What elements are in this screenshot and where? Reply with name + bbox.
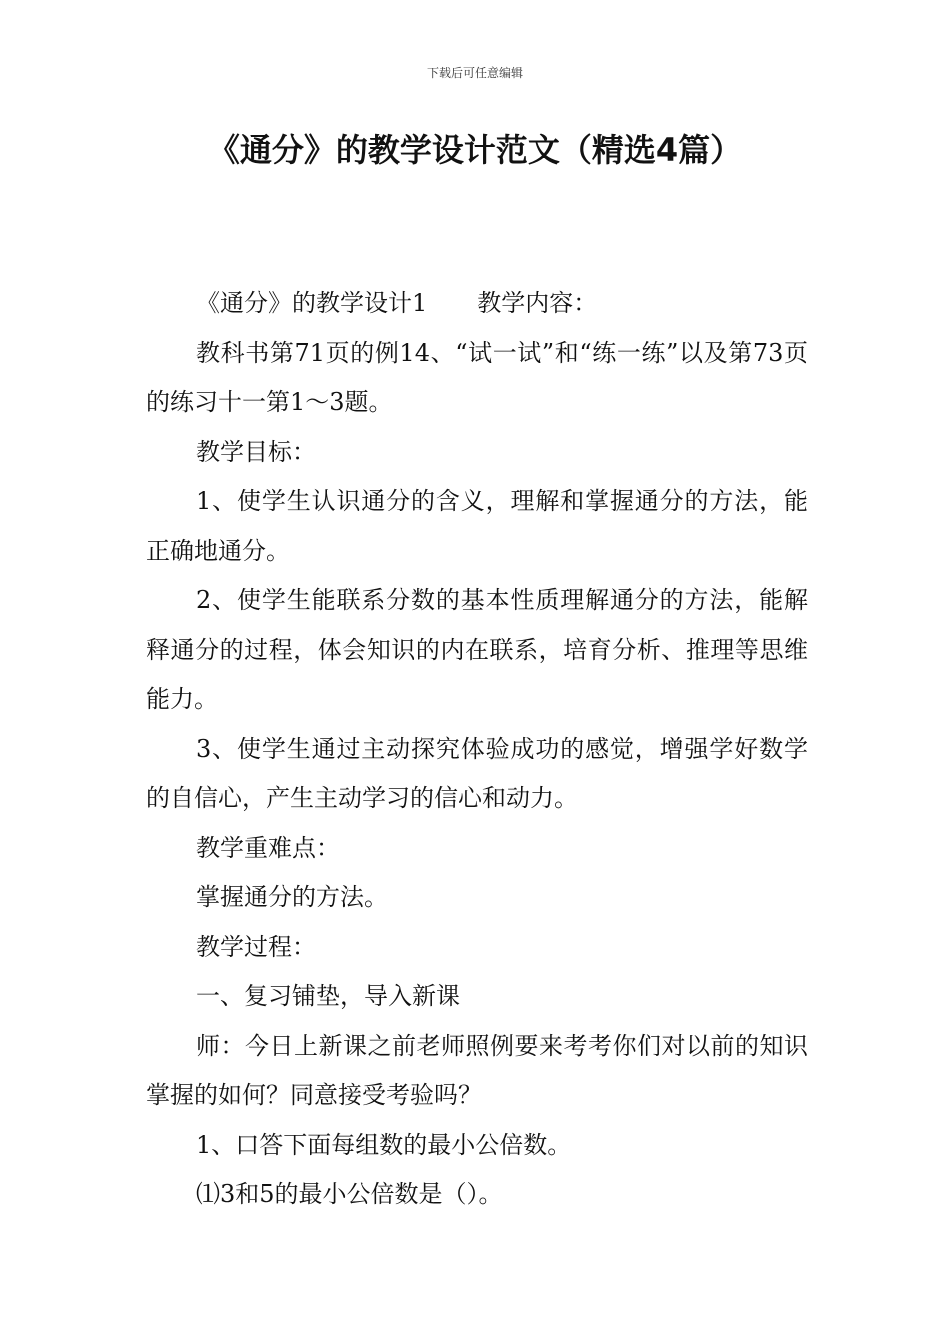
process-label: 教学过程： bbox=[196, 932, 316, 961]
task-1-paragraph: 1、口答下面每组数的最小公倍数。 bbox=[196, 1130, 572, 1159]
keypoint-label: 教学重难点： bbox=[196, 833, 340, 862]
content-label: 教学内容： bbox=[477, 289, 598, 317]
section-heading: 《通分》的教学设计1 bbox=[196, 289, 428, 317]
keypoint-paragraph: 掌握通分的方法。 bbox=[196, 883, 388, 911]
goal-1-paragraph: 1、使学生认识通分的含义，理解和掌握通分的方法，能正确地通分。 bbox=[146, 487, 808, 565]
step-1-heading: 一、复习铺垫，导入新课 bbox=[196, 982, 460, 1010]
goals-label: 教学目标： bbox=[196, 437, 316, 466]
content-paragraph: 教科书第71页的例14、“试一试”和“练一练”以及第73页的练习十一第1～3题。 bbox=[146, 338, 808, 416]
document-title: 《通分》的教学设计范文（精选4篇） bbox=[207, 131, 743, 169]
task-1-item-1: ⑴3和5的最小公倍数是（）。 bbox=[196, 1180, 503, 1208]
goal-3-paragraph: 3、使学生通过主动探究体验成功的感觉，增强学好数学的自信心，产生主动学习的信心和动力。 bbox=[146, 734, 808, 812]
teacher-paragraph: 师：今日上新课之前老师照例要来考考你们对以前的知识掌握的如何？同意接受考验吗？ bbox=[146, 1031, 808, 1109]
document-body bbox=[146, 279, 808, 1220]
page-header-note: 下载后可任意编辑 bbox=[426, 66, 523, 80]
section-heading-line bbox=[146, 279, 808, 329]
goal-2-paragraph: 2、使学生能联系分数的基本性质理解通分的方法，能解释通分的过程，体会知识的内在联系，培育分析、推理等思维能力。 bbox=[146, 586, 808, 713]
